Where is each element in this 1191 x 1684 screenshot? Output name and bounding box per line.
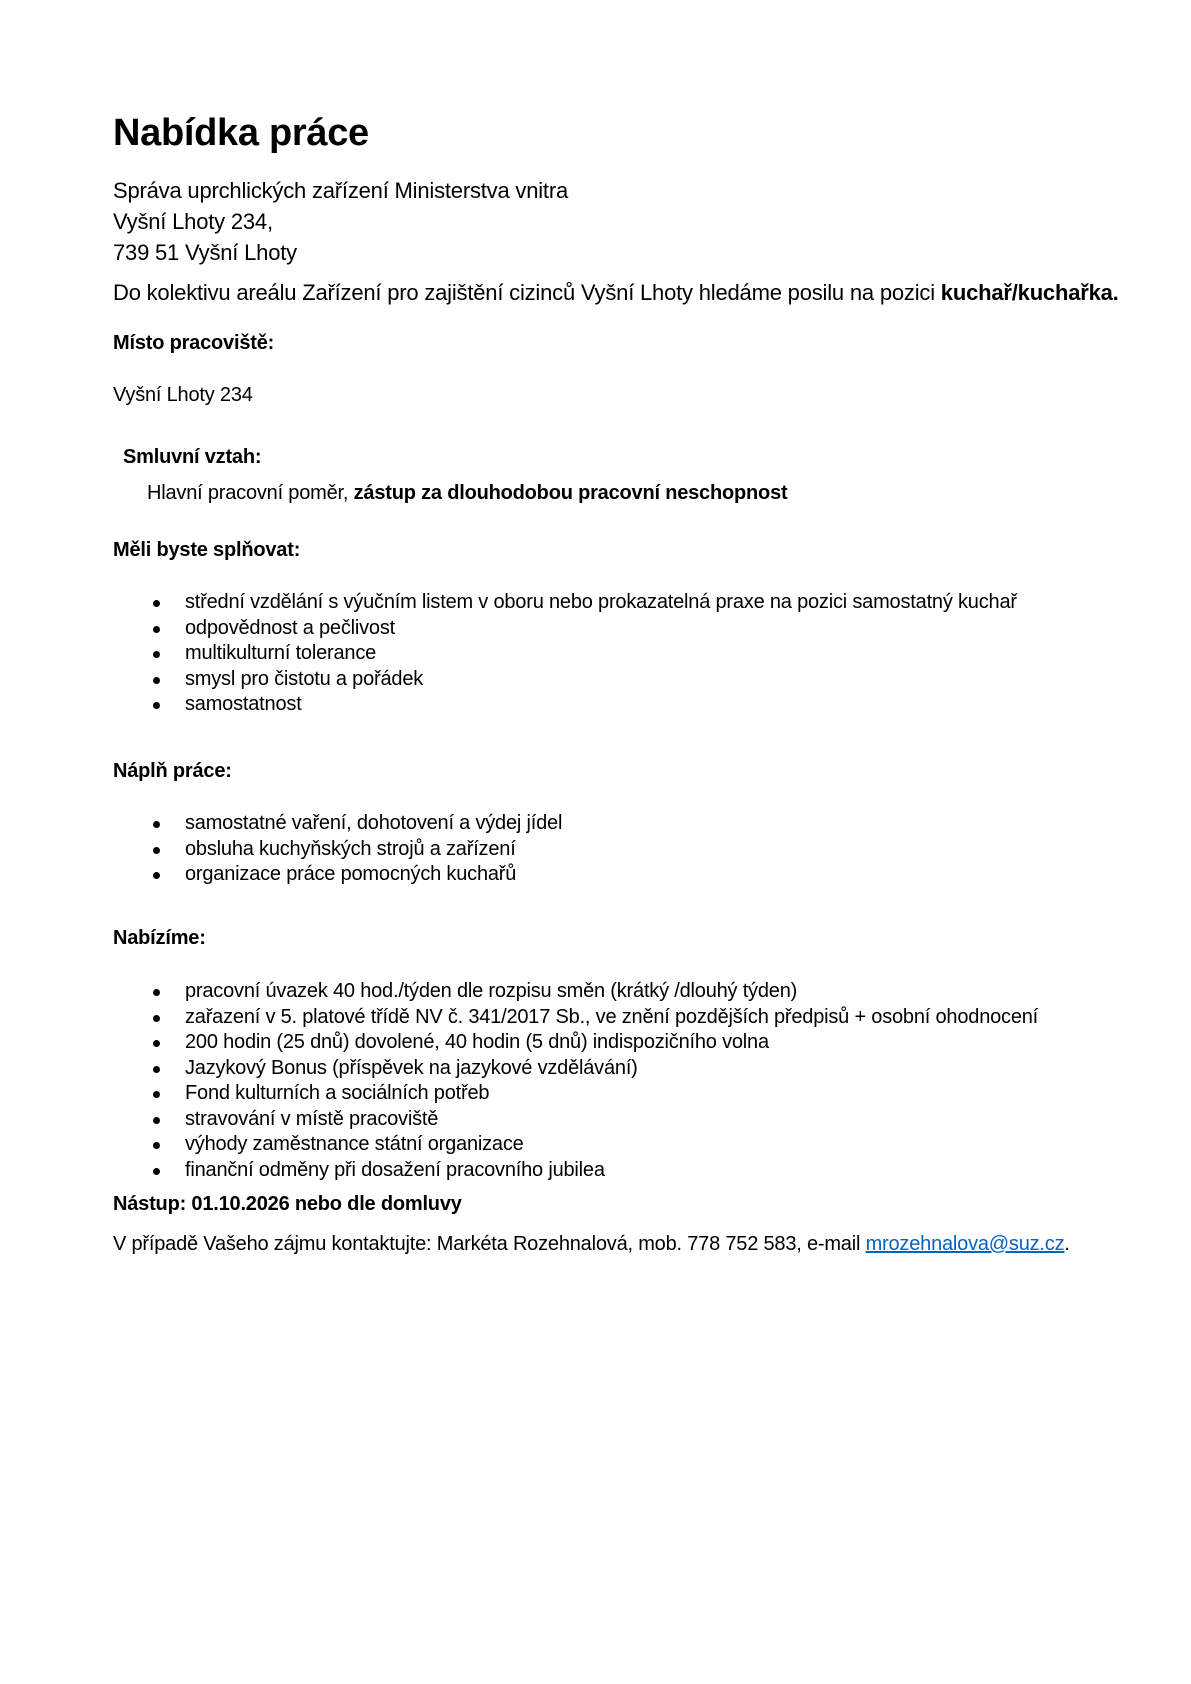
bullet-icon <box>153 989 160 996</box>
bullet-icon <box>153 1040 160 1047</box>
list-item: finanční odměny při dosažení pracovního jubilea <box>150 1158 1038 1184</box>
offer-heading: Nabízíme: <box>113 927 206 949</box>
contact-text: V případě Vašeho zájmu kontaktujte: Markéta Rozehnalová, mob. 778 752 583, e-mail <box>113 1233 866 1255</box>
list-item: pracovní úvazek 40 hod./týden dle rozpisu směn (krátký /dlouhý týden) <box>150 979 1038 1005</box>
bullet-icon <box>153 1066 160 1073</box>
address-line-3: 739 51 Vyšní Lhoty <box>113 240 297 265</box>
offer-list <box>150 979 1038 1183</box>
bullet-icon <box>153 1117 160 1124</box>
contract-text: Hlavní pracovní poměr, <box>147 482 354 504</box>
lead-text: Do kolektivu areálu Zařízení pro zajištění cizinců Vyšní Lhoty hledáme posilu na pozici <box>113 280 941 305</box>
list-item: Fond kulturních a sociálních potřeb <box>150 1081 1038 1107</box>
bullet-icon <box>153 821 160 828</box>
bullet-icon <box>153 1015 160 1022</box>
lead-paragraph <box>113 280 1119 306</box>
list-item: smysl pro čistotu a pořádek <box>150 667 1017 693</box>
lead-position: kuchař/kuchařka. <box>940 280 1119 305</box>
contact-email-link[interactable]: mrozehnalova@suz.cz <box>865 1233 1065 1255</box>
contract-bold: zástup za dlouhodobou pracovní neschopnost <box>353 482 788 504</box>
bullet-icon <box>153 1142 160 1149</box>
contract-paragraph <box>147 482 787 505</box>
bullet-icon <box>153 626 160 633</box>
list-item: střední vzdělání s výučním listem v oboru nebo prokazatelná praxe na pozici samostatný kuchař <box>150 590 1017 616</box>
page-title: Nabídka práce <box>113 112 369 154</box>
bullet-icon <box>153 600 160 607</box>
workplace-heading: Místo pracoviště: <box>113 332 275 354</box>
contact-suffix: . <box>1064 1233 1070 1255</box>
requirements-list <box>150 590 1017 718</box>
list-item: Jazykový Bonus (příspěvek na jazykové vzdělávání) <box>150 1056 1038 1082</box>
list-item: samostatnost <box>150 692 1017 718</box>
bullet-icon <box>153 872 160 879</box>
address-line-2: Vyšní Lhoty 234, <box>113 209 273 234</box>
list-item: zařazení v 5. platové třídě NV č. 341/2017 Sb., ve znění pozdějších předpisů + osobní ohodnocení <box>150 1005 1038 1031</box>
requirements-heading: Měli byste splňovat: <box>113 539 301 561</box>
list-item: obsluha kuchyňských strojů a zařízení <box>150 837 562 863</box>
list-item: organizace práce pomocných kuchařů <box>150 862 562 888</box>
bullet-icon <box>153 702 160 709</box>
list-item: výhody zaměstnance státní organizace <box>150 1132 1038 1158</box>
bullet-icon <box>153 1168 160 1175</box>
start-date: Nástup: 01.10.2026 nebo dle domluvy <box>113 1193 462 1215</box>
list-item: multikulturní tolerance <box>150 641 1017 667</box>
duties-list <box>150 811 562 888</box>
contract-heading: Smluvní vztah: <box>123 446 262 468</box>
bullet-icon <box>153 677 160 684</box>
list-item: odpovědnost a pečlivost <box>150 616 1017 642</box>
address-line-1: Správa uprchlických zařízení Ministerstva vnitra <box>113 178 569 203</box>
list-item: 200 hodin (25 dnů) dovolené, 40 hodin (5 dnů) indispozičního volna <box>150 1030 1038 1056</box>
bullet-icon <box>153 1091 160 1098</box>
bullet-icon <box>153 651 160 658</box>
workplace-value: Vyšní Lhoty 234 <box>113 384 253 406</box>
list-item: samostatné vaření, dohotovení a výdej jídel <box>150 811 562 837</box>
bullet-icon <box>153 847 160 854</box>
duties-heading: Náplň práce: <box>113 760 232 782</box>
list-item: stravování v místě pracoviště <box>150 1107 1038 1133</box>
contact-paragraph <box>113 1233 1070 1256</box>
